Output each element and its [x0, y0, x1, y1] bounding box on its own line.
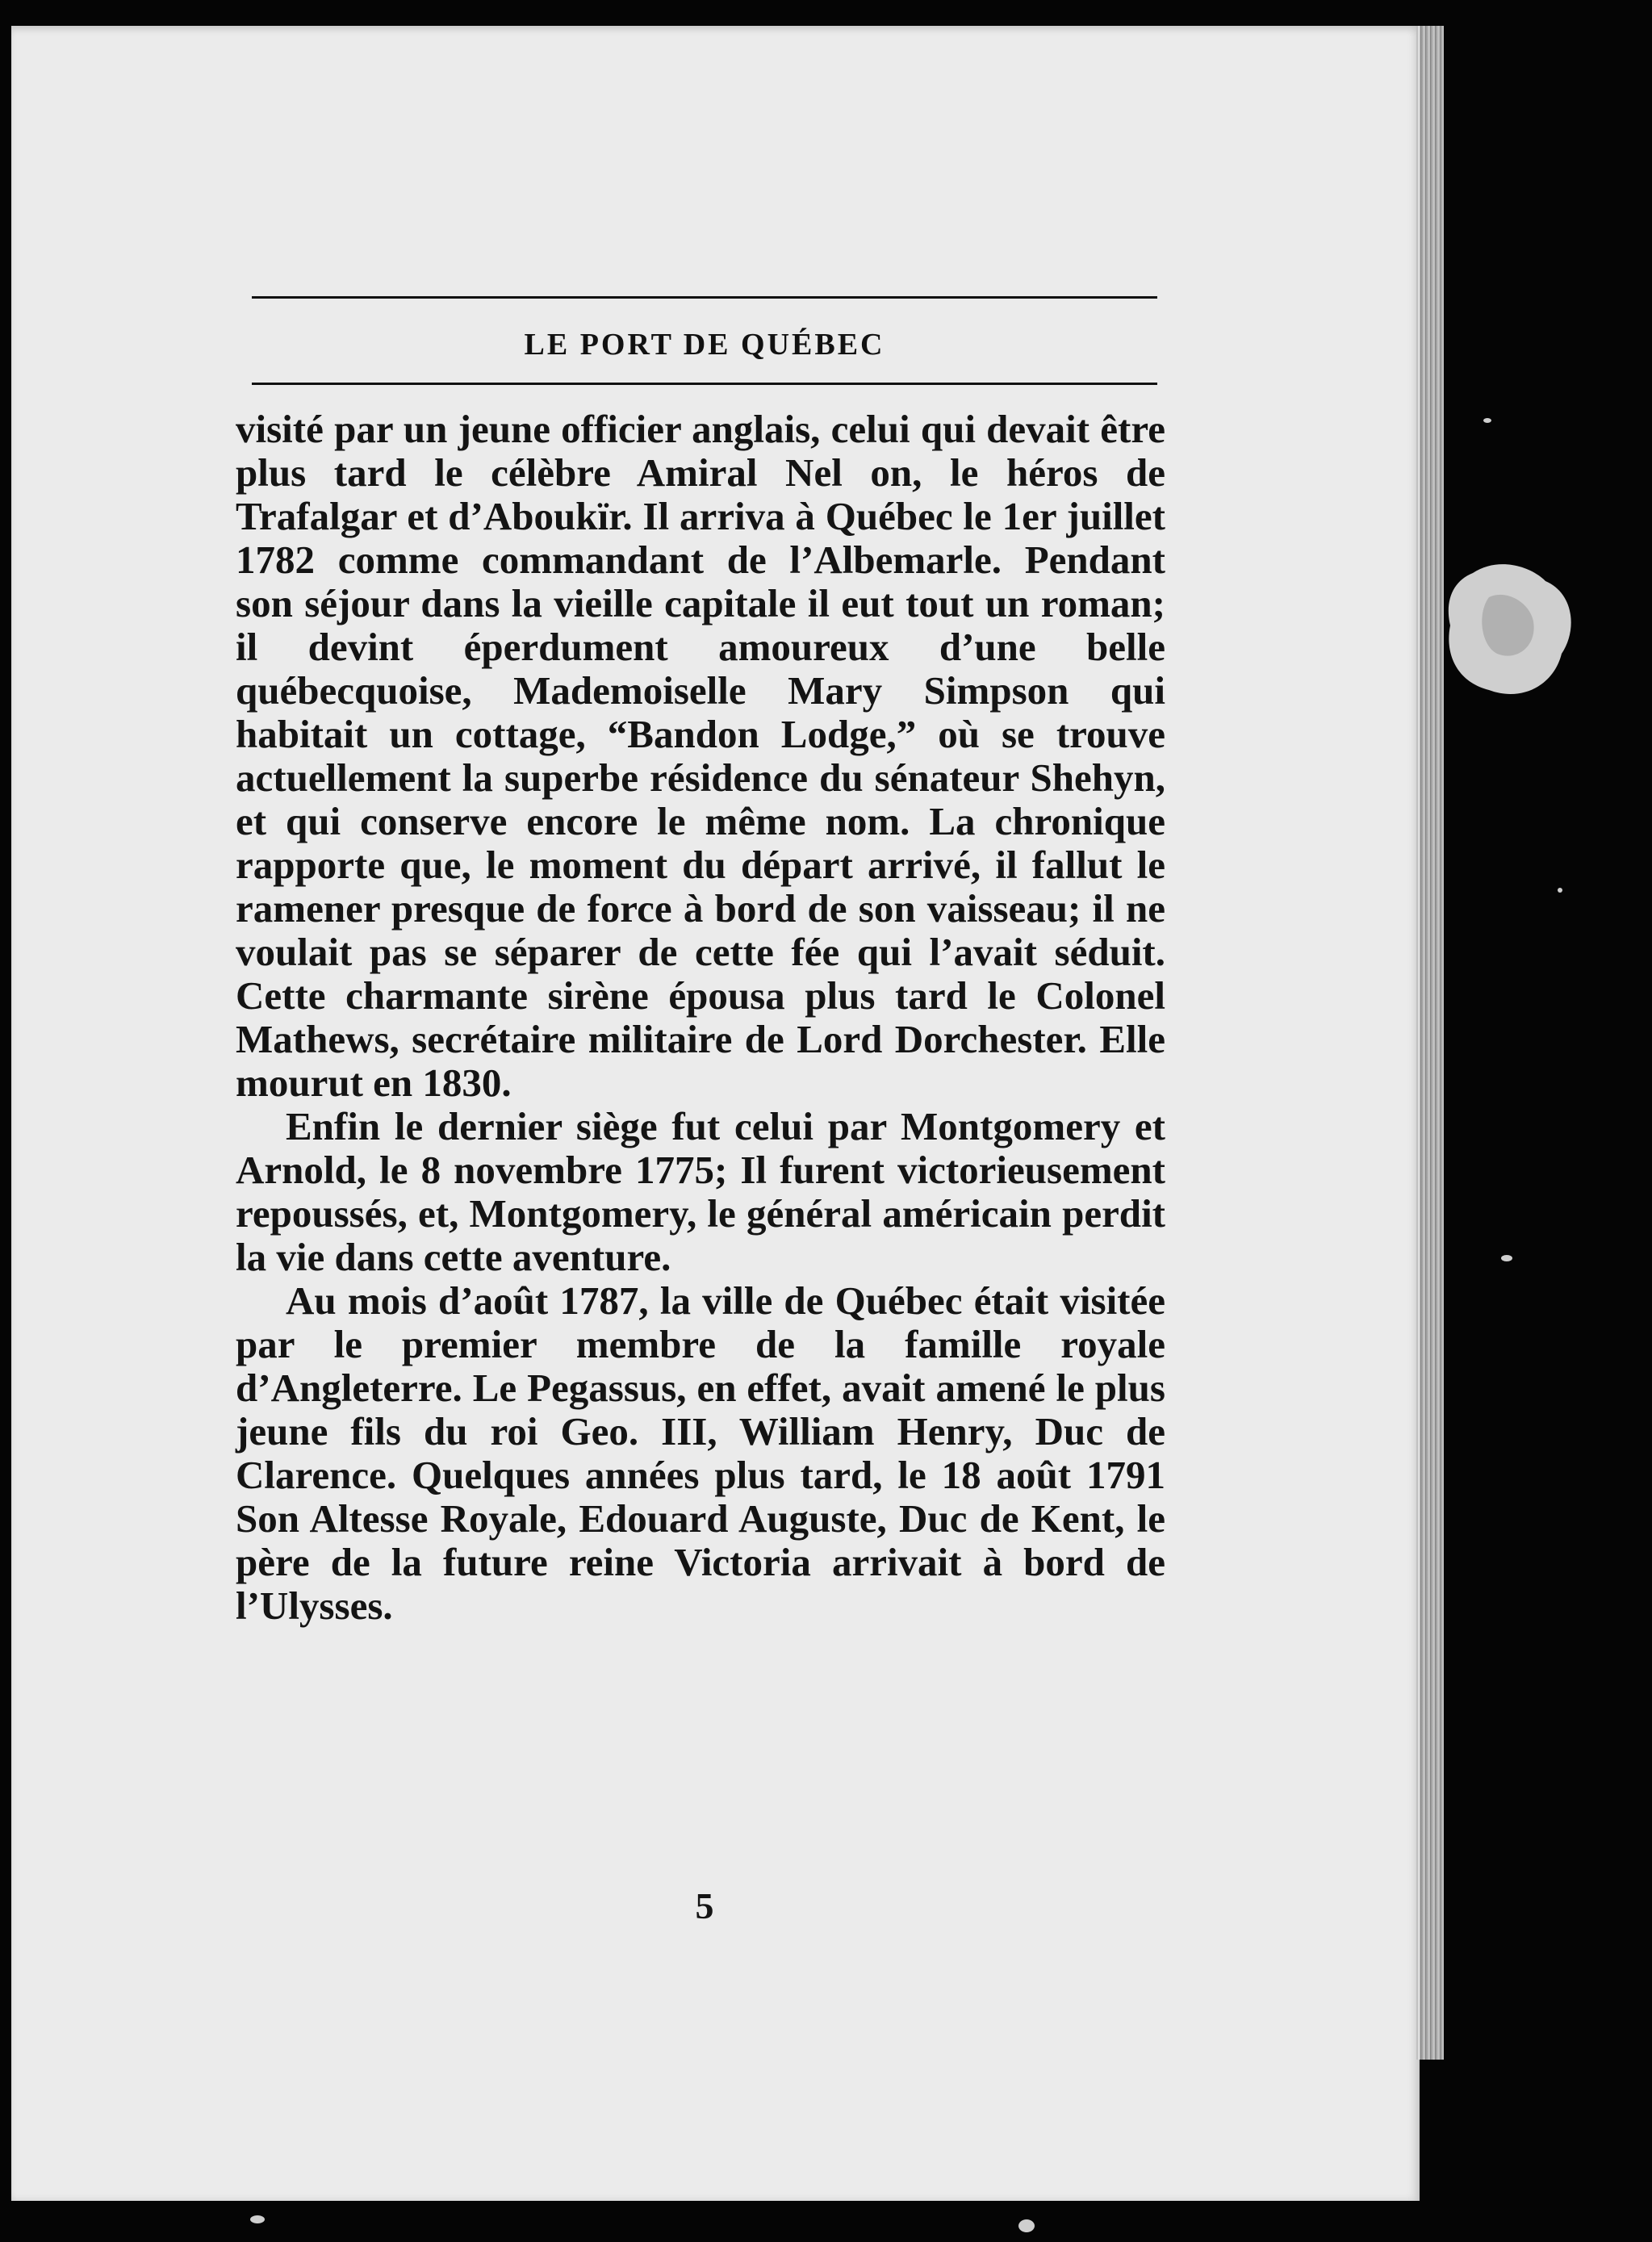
page-edge-stack: [1416, 26, 1444, 2060]
page-number: 5: [695, 1885, 714, 1926]
paragraph-1: visité par un jeune officier anglais, celui qui devait être plus tard le célèbre Amiral Nel on, le héros de Trafalgar et d’Aboukïr. Il arriva à Québec le 1er juillet 1782 comme commandant de l’Albemarle. Pendant son séjour dans la vieille capitale il eut tout un roman; il devint éperdument amoureux d’une belle québecquoise, Mademoiselle Mary Simpson qui habitait un cottage, “Bandon Lodge,” où se trouve actuellement la superbe résidence du sénateur Shehyn, et qui conserve encore le même nom. La chronique rapporte que, le moment du départ arrivé, il fallut le ramener presque de force à bord de son vaisseau; il ne voulait pas se séparer de cette fée qui l’avait séduit. Cette charmante sirène épousa plus tard le Colonel Mathews, secrétaire militaire de Lord Dorchester. Elle mourut en 1830.: [236, 407, 1165, 1105]
body-text: [236, 408, 1165, 1628]
header-rule-bottom: [252, 383, 1157, 385]
running-header: LE PORT DE QUÉBEC: [524, 328, 885, 362]
dust-speck: [1483, 418, 1491, 423]
header-rule-top: [252, 296, 1157, 299]
dust-speck: [1501, 1255, 1512, 1261]
paragraph-2: Enfin le dernier siège fut celui par Montgomery et Arnold, le 8 novembre 1775; Il furent victorieusement repoussés, et, Montgomery, le général américain perdit la vie dans cette aventure.: [236, 1104, 1165, 1279]
dust-speck: [250, 2215, 265, 2223]
paragraph-3: Au mois d’août 1787, la ville de Québec était visitée par le premier membre de la famille royale d’Angleterre. Le Pegassus, en effet, avait amené le plus jeune fils du roi Geo. III, William Henry, Duc de Clarence. Quelques années plus tard, le 18 août 1791 Son Altesse Royale, Edouard Auguste, Duc de Kent, le père de la future reine Victoria arrivait à bord de l’Ulysses.: [236, 1278, 1165, 1628]
dust-speck: [1018, 2219, 1035, 2232]
paper-fragment-blemish: [1441, 557, 1582, 706]
dust-speck: [1558, 888, 1562, 893]
